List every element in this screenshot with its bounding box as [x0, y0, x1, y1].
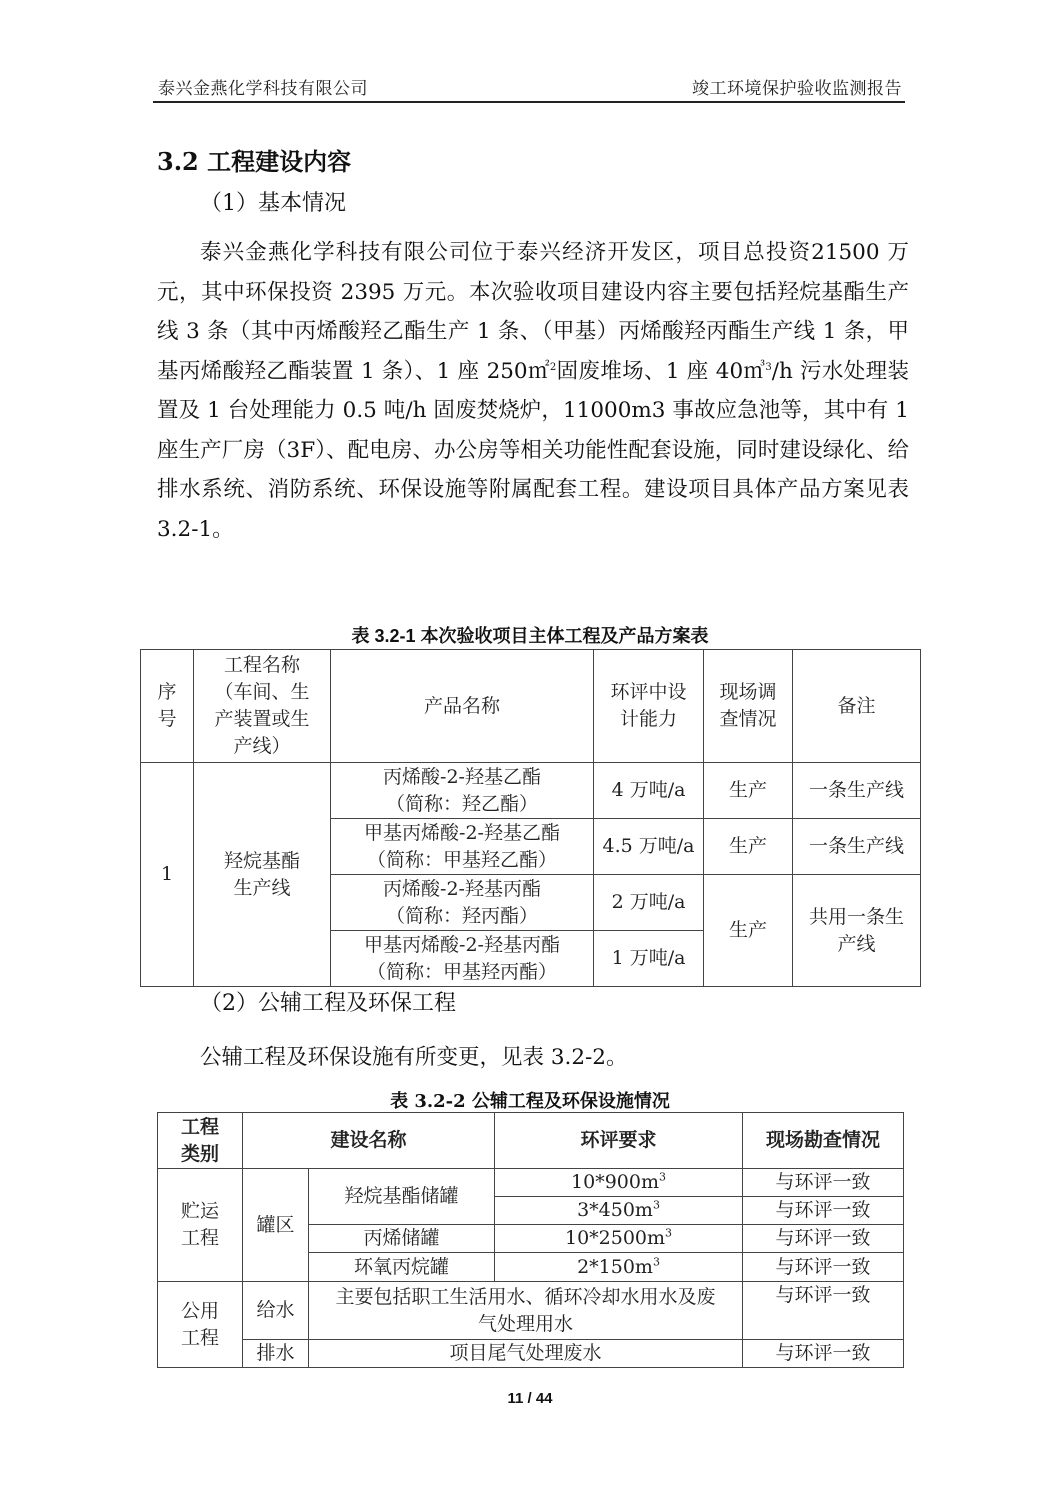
th-seq-l1: 序 — [157, 681, 177, 703]
product-l2: （简称：羟乙酯） — [385, 792, 538, 815]
th-construction-name: 建设名称 — [243, 1113, 495, 1169]
cell-remark: 一条生产线 — [793, 763, 921, 819]
th-project-l4: 产线） — [233, 735, 291, 757]
th-seq — [141, 650, 194, 763]
cell-category-utility — [158, 1282, 243, 1368]
cell-requirement — [495, 1225, 743, 1253]
para1-sup-1: 2 — [549, 361, 557, 373]
page-number: 11 / 44 — [507, 1390, 553, 1407]
category-storage-l2: 工程 — [180, 1227, 219, 1249]
table-row — [158, 1169, 904, 1197]
th-project-l1: 工程名称 — [223, 654, 300, 676]
th-capacity — [594, 650, 704, 763]
th-remark-l1: 备注 — [837, 694, 876, 717]
req-value: 10*2500m — [564, 1227, 666, 1249]
th-project-name — [194, 650, 331, 763]
product-l2: （简称：羟丙酯） — [385, 904, 538, 927]
utility-table — [157, 1112, 904, 1368]
cell-product — [331, 819, 594, 875]
header-company: 泰兴金燕化学科技有限公司 — [158, 79, 368, 99]
req-value: 2*150m — [577, 1255, 653, 1278]
th-category-l1: 工程 — [180, 1115, 219, 1138]
req-value: 10*900m — [571, 1171, 659, 1193]
cell-capacity: 1 万吨/a — [594, 931, 704, 987]
cell-category-storage — [158, 1169, 243, 1282]
remark-merged-l1: 共用一条生 — [808, 905, 904, 928]
th-project-l2: （车间、生 — [214, 681, 310, 703]
req-sup: 3 — [652, 1198, 660, 1212]
cell-remark: 一条生产线 — [793, 819, 921, 875]
th-project-l3: 产装置或生 — [214, 708, 310, 730]
cell-item-name: 丙烯储罐 — [309, 1225, 495, 1253]
th-capacity-l1: 环评中设 — [610, 681, 687, 703]
cell-survey: 与环评一致 — [743, 1340, 904, 1368]
para1-text-3: /h 污水处理装置及 1 台处理能力 0.5 吨/h 固废焚烧炉，11000m3 事故应急池等，其中有 1 座生产厂房（3F）、配电房、办公房等相关功能性配套设施，同时建设绿化、给排水系统、消防系统、环保设施等附属配套工程。建设项目具体产品方案见表 3.2-1。 — [157, 358, 909, 542]
cell-requirement — [495, 1197, 743, 1225]
th-eia-requirement: 环评要求 — [495, 1113, 743, 1169]
category-utility-l2: 工程 — [180, 1326, 219, 1349]
cell-survey-merged: 生产 — [704, 875, 793, 987]
product-l1: 甲基丙烯酸-2-羟基丙酯 — [364, 933, 560, 956]
th-category-l2: 类别 — [180, 1142, 219, 1165]
cell-survey: 与环评一致 — [743, 1225, 904, 1253]
th-survey-l1: 现场调 — [719, 681, 777, 703]
cell-water-supply: 给水 — [243, 1282, 309, 1340]
section-title: 3.2 工程建设内容 — [157, 147, 352, 176]
paragraph-utility: 公辅工程及环保设施有所变更，见表 3.2-2。 — [200, 1045, 628, 1070]
cell-survey: 与环评一致 — [743, 1253, 904, 1282]
cell-product — [331, 763, 594, 819]
cell-tank-area: 罐区 — [243, 1169, 309, 1282]
cell-survey: 与环评一致 — [743, 1169, 904, 1197]
cell-requirement: 项目尾气处理废水 — [309, 1340, 743, 1368]
cell-capacity: 4 万吨/a — [594, 763, 704, 819]
paragraph-basic-info — [157, 233, 909, 549]
header-report-title: 竣工环境保护验收监测报告 — [692, 79, 902, 99]
cell-survey: 与环评一致 — [743, 1197, 904, 1225]
project-name-l1: 羟烷基酯 — [223, 849, 300, 872]
req-sup: 3 — [652, 1255, 660, 1269]
cell-item-name: 羟烷基酯储罐 — [309, 1169, 495, 1225]
category-utility-l1: 公用 — [180, 1299, 219, 1322]
cell-project-name — [194, 763, 331, 987]
product-l2: （简称：甲基羟乙酯） — [366, 848, 557, 871]
cell-capacity: 4.5 万吨/a — [594, 819, 704, 875]
th-site-survey: 现场勘查情况 — [743, 1113, 904, 1169]
para1-sup-2: 3 — [765, 361, 772, 373]
product-l1: 丙烯酸-2-羟基丙酯 — [383, 877, 541, 900]
subsection-utility: （2）公辅工程及环保工程 — [200, 991, 456, 1016]
cell-remark-merged — [793, 875, 921, 987]
th-remark — [793, 650, 921, 763]
req-l1: 主要包括职工生活用水、循环冷却水用水及废 — [335, 1285, 716, 1308]
req-sup: 3 — [665, 1226, 673, 1240]
cell-seq: 1 — [141, 763, 194, 987]
table-row — [158, 1282, 904, 1340]
table1-caption: 表 3.2-1 本次验收项目主体工程及产品方案表 — [351, 626, 709, 646]
remark-merged-l2: 产线 — [837, 932, 876, 955]
product-l1: 甲基丙烯酸-2-羟基乙酯 — [364, 821, 560, 844]
cell-survey: 与环评一致 — [743, 1282, 904, 1340]
th-product-l1: 产品名称 — [423, 694, 500, 717]
header-rule — [153, 101, 905, 103]
req-sup: 3 — [659, 1170, 666, 1184]
category-storage-l1: 贮运 — [180, 1200, 219, 1222]
th-survey-l2: 查情况 — [719, 708, 777, 730]
table2-caption: 表 3.2-2 公辅工程及环保设施情况 — [390, 1091, 670, 1112]
table2-header-row — [158, 1113, 904, 1169]
cell-requirement — [495, 1253, 743, 1282]
product-l2: （简称：甲基羟丙酯） — [366, 960, 557, 983]
cell-requirement — [309, 1282, 743, 1340]
table1-header-row — [141, 650, 921, 763]
product-table — [140, 649, 921, 987]
req-value: 3*450m — [577, 1199, 653, 1221]
cell-requirement — [495, 1169, 743, 1197]
cell-item-name: 环氧丙烷罐 — [309, 1253, 495, 1282]
th-seq-l2: 号 — [157, 708, 177, 730]
cell-capacity: 2 万吨/a — [594, 875, 704, 931]
th-product-name — [331, 650, 594, 763]
para1-text-2: 固废堆场、1 座 40㎥ — [556, 358, 766, 384]
table-row — [141, 763, 921, 819]
table-row — [158, 1340, 904, 1368]
cell-drainage: 排水 — [243, 1340, 309, 1368]
subsection-basic-info: （1）基本情况 — [200, 191, 346, 216]
cell-survey: 生产 — [704, 763, 793, 819]
cell-product — [331, 931, 594, 987]
product-l1: 丙烯酸-2-羟基乙酯 — [383, 765, 541, 788]
cell-survey: 生产 — [704, 819, 793, 875]
cell-product — [331, 875, 594, 931]
para1-text-1: 泰兴金燕化学科技有限公司位于泰兴经济开发区，项目总投资21500 万元，其中环保投资 2395 万元。本次验收项目建设内容主要包括羟烷基酯生产线 3 条（其中丙烯酸羟乙酯生产 1 条、（甲基）丙烯酸羟丙酯生产线 1 条，甲基丙烯酸羟乙酯装置 1 条）、1 座 250㎡ — [157, 240, 909, 384]
th-capacity-l2: 计能力 — [619, 708, 677, 730]
th-survey — [704, 650, 793, 763]
req-l2: 气处理用水 — [478, 1312, 574, 1335]
th-category — [158, 1113, 243, 1169]
project-name-l2: 生产线 — [233, 876, 291, 899]
